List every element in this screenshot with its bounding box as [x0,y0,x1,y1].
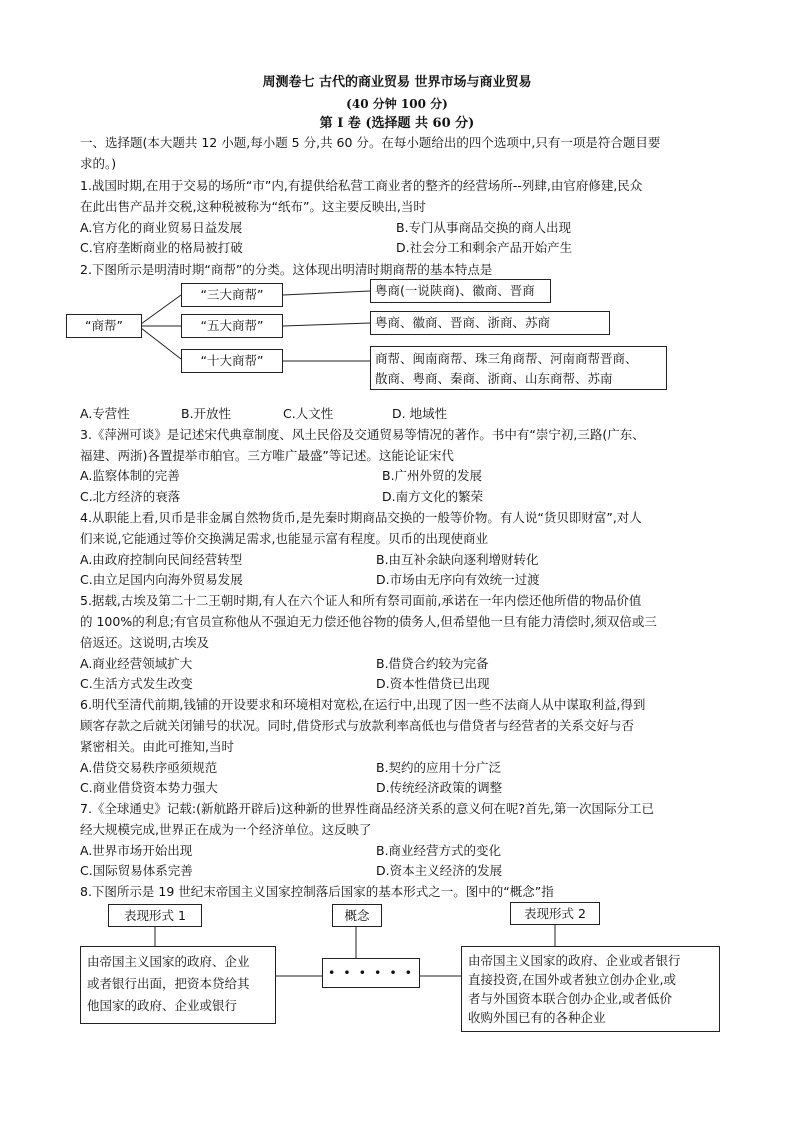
q6-option-c: C.商业借贷资本势力强大 [80,780,218,795]
q2-leaf-five-text: 粤商、徽商、晋商、浙商、苏商 [375,315,551,330]
q1-option-b: B.专门从事商品交换的商人出现 [396,220,572,235]
q5-stem-line1: 5.据载,古埃及第二十二王朝时期,有人在六个证人和所有祭司面前,承诺在一年内偿还他所借的物品价值 [80,593,642,608]
q2-leaf-ten-text-line2: 散商、粤商、秦商、浙商、山东商帮、苏南 [375,371,613,386]
q4-option-b: B.由互补余缺向逐利增财转化 [376,552,539,567]
q5-stem-line3: 倍返还。这说明,古埃及 [80,635,209,650]
q4-option-a: A.由政府控制向民间经营转型 [80,552,243,567]
q8-concept-label-text: 概念 [344,908,370,923]
q6-stem-line3: 紧密相关。由此可推知,当时 [80,739,234,754]
q4-stem-line1: 4.从职能上看,贝币是非金属自然物货币,是先秦时期商品交换的一般等价物。有人说“货贝即财富”,对人 [80,510,642,525]
section-instructions-line1: 一、选择题(本大题共 12 小题,每小题 5 分,共 60 分。在每小题给出的四个选项中,只有一项是符合题目要 [80,135,661,150]
q4-stem-line2: 们来说,它能通过等价交换满足需求,也能显示富有程度。贝币的出现使商业 [80,531,488,546]
q2-branch-five [181,314,283,338]
q6-option-d: D.传统经济政策的调整 [376,780,503,795]
q8-stem: 8.下图所示是 19 世纪末帝国主义国家控制落后国家的基本形式之一。图中的“概念”指 [80,884,554,899]
q2-option-a: A.专营性 [80,406,130,421]
q2-leaf-ten [370,346,667,390]
q5-stem-line2: 的 100%的利息;有官员宣称他从不强迫无力偿还他谷物的债务人,但希望他一旦有能力清偿时,须双倍或三 [80,614,657,629]
q6-stem-line2: 顾客存款之后就关闭铺号的状况。同时,借贷形式与放款利率高低也与借贷者与经营者的关系交好与否 [80,718,634,733]
q5-option-a: A.商业经营领域扩大 [80,656,193,671]
q7-stem-line1: 7.《全球通史》记载:(新航路开辟后)这种新的世界性商品经济关系的意义何在呢?首先,第一次国际分工已 [80,801,655,816]
q6-stem-line1: 6.明代至清代前期,钱铺的开设要求和环境相对宽松,在运行中,出现了因一些不法商人从中谋取利益,得到 [80,697,646,712]
q7-option-d: D.资本主义经济的发展 [376,863,503,878]
q2-branch-three-label: “三大商帮” [200,287,264,302]
q2-branch-three [181,283,283,307]
q3-option-a: A.监察体制的完善 [80,468,180,483]
q1-stem-line1: 1.战国时期,在用于交易的场所“市”内,有提供给私营工商业者的整齐的经营场所--列肆,由官府修建,民众 [80,178,643,193]
q3-stem-line1: 3.《萍洲可谈》是记述宋代典章制度、风土民俗及交通贸易等情况的著作。书中有“崇宁初,三路(广东、 [80,427,645,442]
q8-form1-label [108,904,202,927]
q2-option-d: D. 地域性 [392,406,448,421]
q4-option-d: D.市场由无序向有效统一过渡 [376,572,540,587]
q8-form2-text-line3: 者与外国资本联合创办企业,或者低价 [468,991,672,1006]
q2-stem: 2.下图所示是明清时期“商帮”的分类。这体现出明清时期商帮的基本特点是 [80,262,493,277]
q4-option-c: C.由立足国内向海外贸易发展 [80,572,243,587]
q1-stem-line2: 在此出售产品并交税,这种税被称为“纸布”。这主要反映出,当时 [80,199,426,214]
q8-form2-label-text: 表现形式 2 [524,906,586,921]
q8-form2-box [461,946,720,1032]
q8-form2-text-line2: 直接投资,在国外或者独立创办企业,或 [468,972,676,987]
section-instructions-line2: 求的。) [80,156,117,171]
q2-branch-five-label: “五大商帮” [200,318,264,333]
q2-root-node [66,314,142,338]
q7-stem-line2: 经大规模完成,世界正在成为一个经济单位。这反映了 [80,822,372,837]
q5-option-d: D.资本性借贷已出现 [376,676,490,691]
q8-form2-text-line4: 收购外国已有的各种企业 [468,1010,606,1025]
q2-option-c: C.人文性 [283,406,334,421]
q6-option-b: B.契约的应用十分广泛 [376,760,502,775]
q5-option-c: C.生活方式发生改变 [80,676,193,691]
q8-concept-box [322,958,420,988]
q8-form2-label [510,902,600,925]
q2-leaf-five [370,311,610,335]
q6-option-a: A.借贷交易秩序亟须规范 [80,760,218,775]
q3-option-b: B.广州外贸的发展 [382,468,483,483]
q8-form1-text-line2: 或者银行出面，把资本贷给其 [87,976,250,991]
q1-option-a: A.官方化的商业贸易日益发展 [80,220,243,235]
q3-option-c: C.北方经济的衰落 [80,489,181,504]
page-title: 周测卷七 古代的商业贸易 世界市场与商业贸易 [262,75,532,90]
q8-form2-text-line1: 由帝国主义国家的政府、企业或者银行 [468,953,681,968]
q1-option-c: C.官府垄断商业的格局被打破 [80,240,243,255]
q2-option-b: B.开放性 [181,406,232,421]
q2-leaf-ten-text-line1: 商帮、闽南商帮、珠三角商帮、河南商帮晋商、 [375,351,638,366]
q8-concept-label [332,904,382,927]
q3-stem-line2: 福建、两浙)各置提举市舶官。三方唯广最盛”等记述。这能论证宋代 [80,448,454,463]
q7-option-b: B.商业经营方式的变化 [376,843,502,858]
q7-option-a: A.世界市场开始出现 [80,843,193,858]
q8-form1-text-line1: 由帝国主义国家的政府、企业 [87,954,250,969]
q3-option-d: D.南方文化的繁荣 [382,489,484,504]
q2-root-label: “商帮” [85,318,123,333]
q8-form1-text-line3: 他国家的政府、企业或银行 [87,998,238,1013]
volume-heading: 第 I 卷 (选择题 共 60 分) [319,116,475,131]
q7-option-c: C.国际贸易体系完善 [80,863,193,878]
q2-leaf-three [370,279,551,303]
q2-branch-ten-label: “十大商帮” [200,353,264,368]
exam-time: (40 分钟 100 分) [346,97,448,111]
q5-option-b: B.借贷合约较为完备 [376,656,489,671]
q1-option-d: D.社会分工和剩余产品开始产生 [396,240,573,255]
q2-leaf-three-text: 粤商(一说陕商)、徽商、晋商 [375,283,535,298]
q8-form1-label-text: 表现形式 1 [124,908,186,923]
q8-form1-box [80,946,276,1024]
q2-branch-ten [181,349,283,373]
q8-concept-placeholder-dots: • • • • • • [327,965,415,980]
